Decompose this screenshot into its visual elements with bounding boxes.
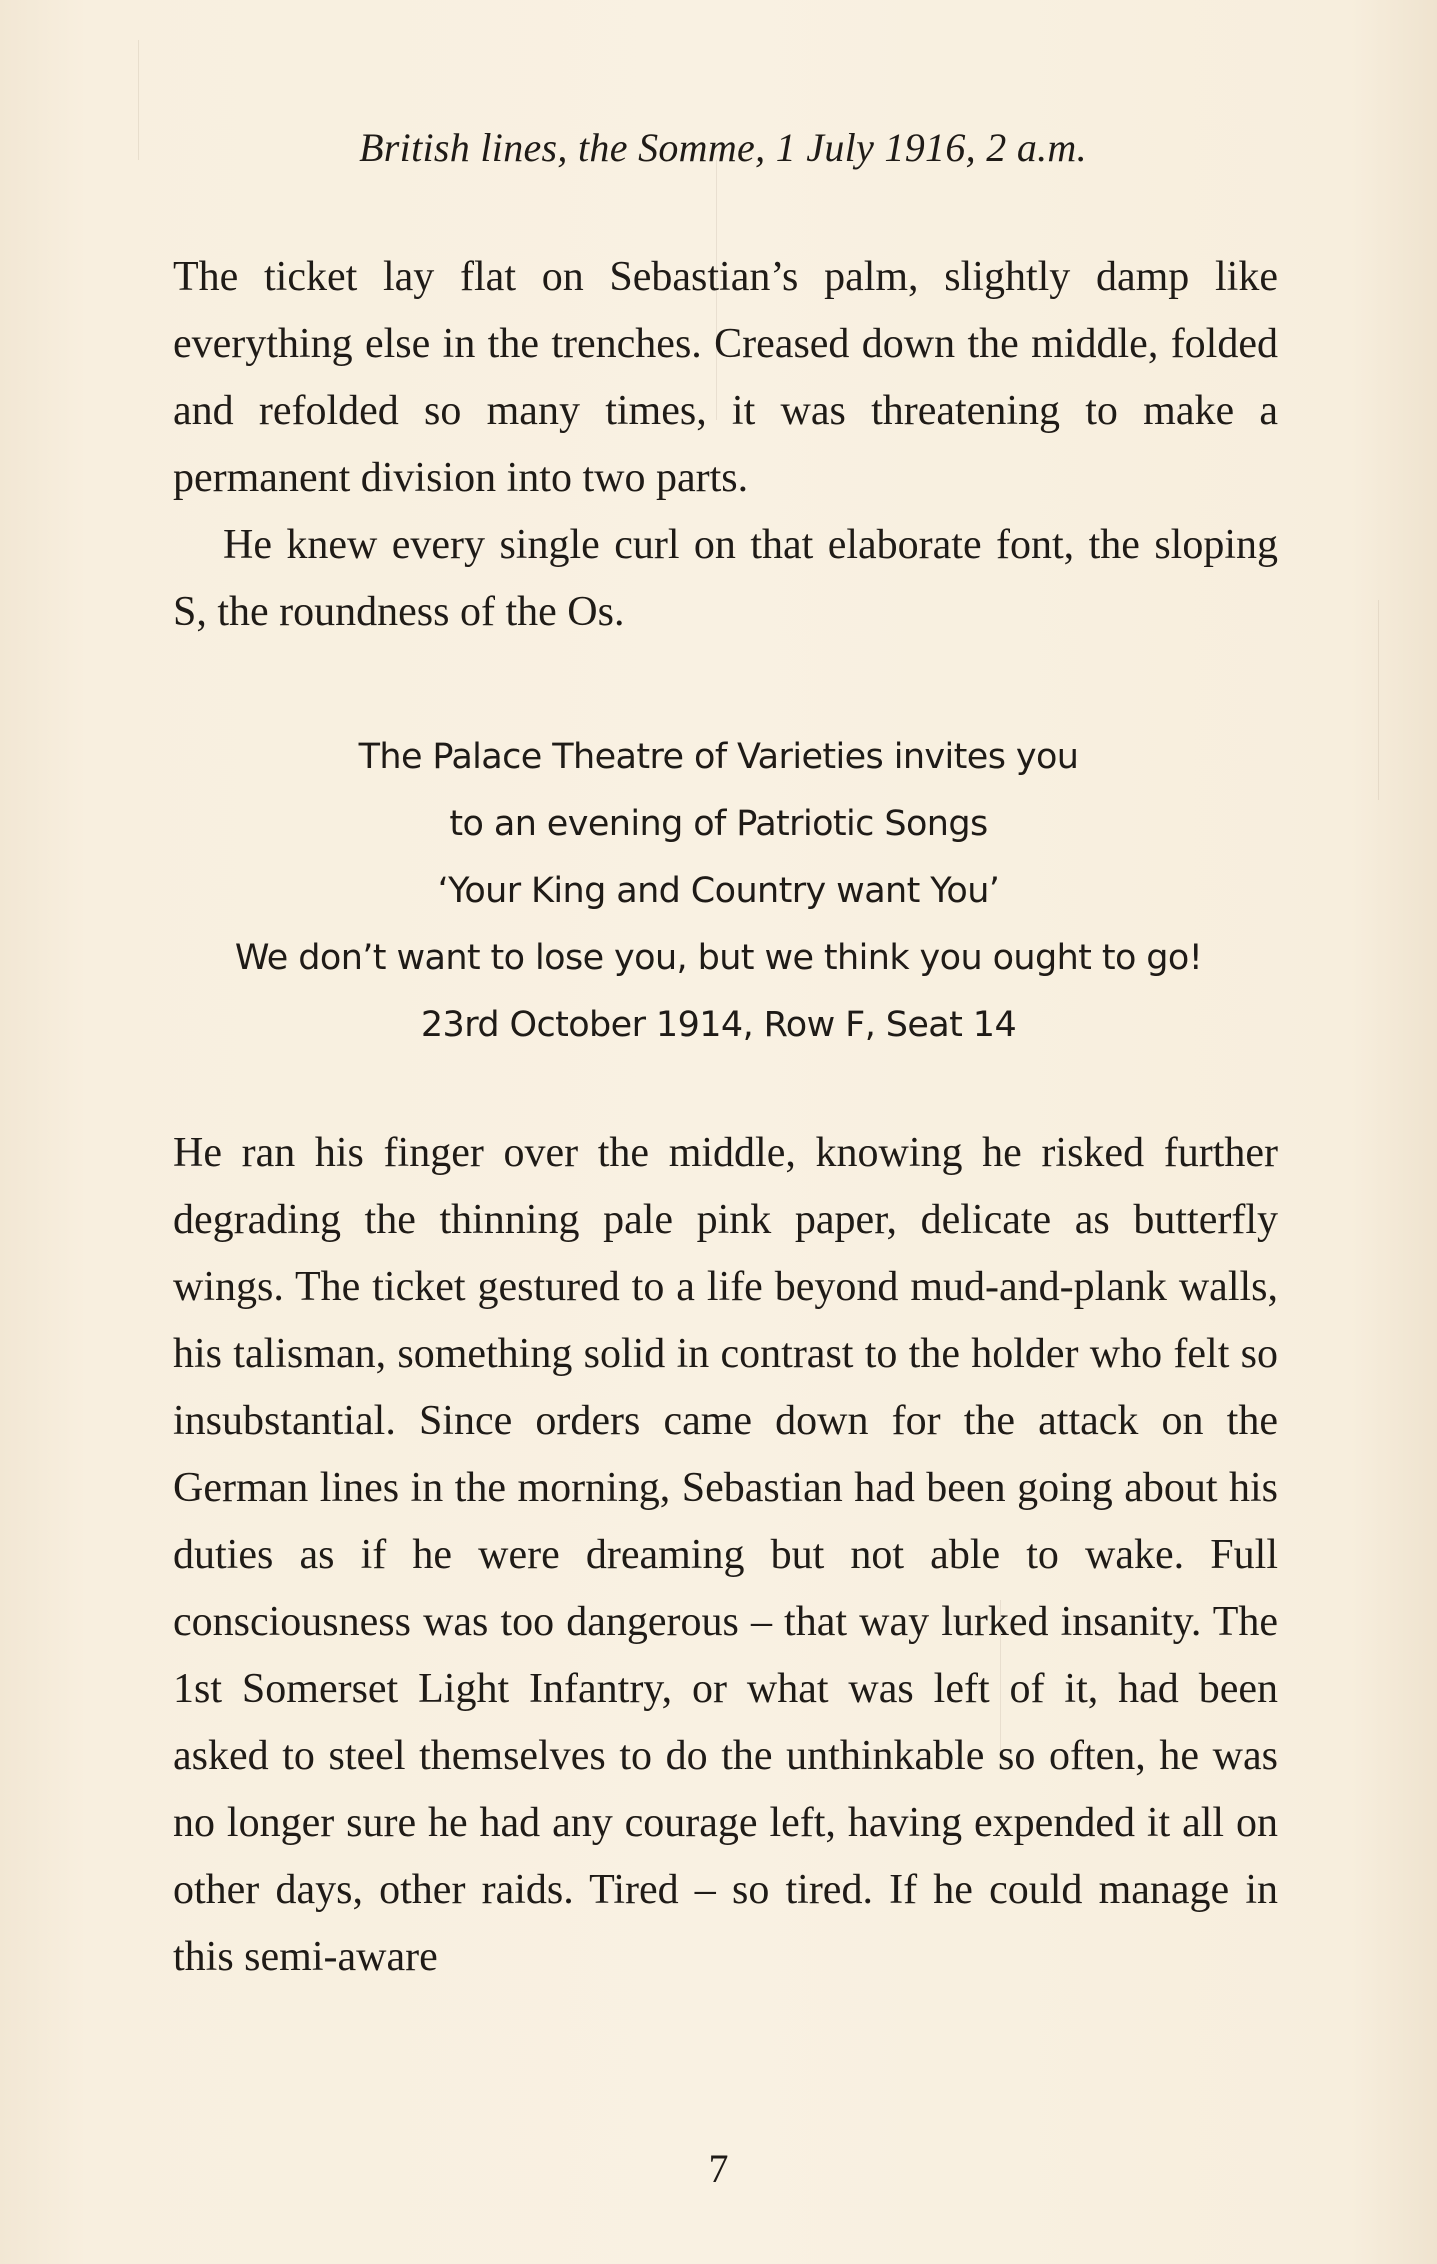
paper-crease [1378, 600, 1379, 800]
paragraph: He knew every single curl on that elaborate font, the sloping S, the roundness of the Os. [173, 522, 1278, 635]
paper-crease [138, 40, 139, 160]
intro-text [173, 244, 1278, 646]
page-number: 7 [708, 2146, 729, 2191]
ticket-line: The Palace Theatre of Varieties invites you [358, 737, 1079, 777]
paragraph: He ran his finger over the middle, knowing he risked further degrading the thinning pale pink paper, delicate as butterfly wings. The ticket gestured to a life beyond mud-and-plank walls, his talisman, something solid in contrast to the holder who felt so insubstantial. Since orders came down for the attack on the German lines in the morning, Sebastian had been going about his duties as if he were dreaming but not able to wake. Full consciousness was too dangerous – that way lurked insanity. The 1st Somerset Light Infantry, or what was left of it, had been asked to steel themselves to do the unthinkable so often, he was no longer sure he had any courage left, having expended it all on other days, other raids. Tired – so tired. If he could manage in this semi-aware [173, 1130, 1278, 1980]
ticket-line: ‘Your King and Country want You’ [437, 871, 1000, 911]
ticket-line: to an evening of Patriotic Songs [449, 804, 988, 844]
paragraph: The ticket lay flat on Sebastian’s palm, slightly damp like everything else in the trenches. Creased down the middle, folded and refolded so many times, it was threatening to make a permanent division into two parts. [173, 254, 1278, 501]
ticket-text [140, 724, 1297, 1059]
ticket-line: We don’t want to lose you, but we think you ought to go! [234, 938, 1203, 978]
chapter-heading: British lines, the Somme, 1 July 1916, 2 a.m. [359, 125, 1087, 170]
main-text [173, 1120, 1278, 1991]
ticket-line: 23rd October 1914, Row F, Seat 14 [420, 1005, 1017, 1045]
